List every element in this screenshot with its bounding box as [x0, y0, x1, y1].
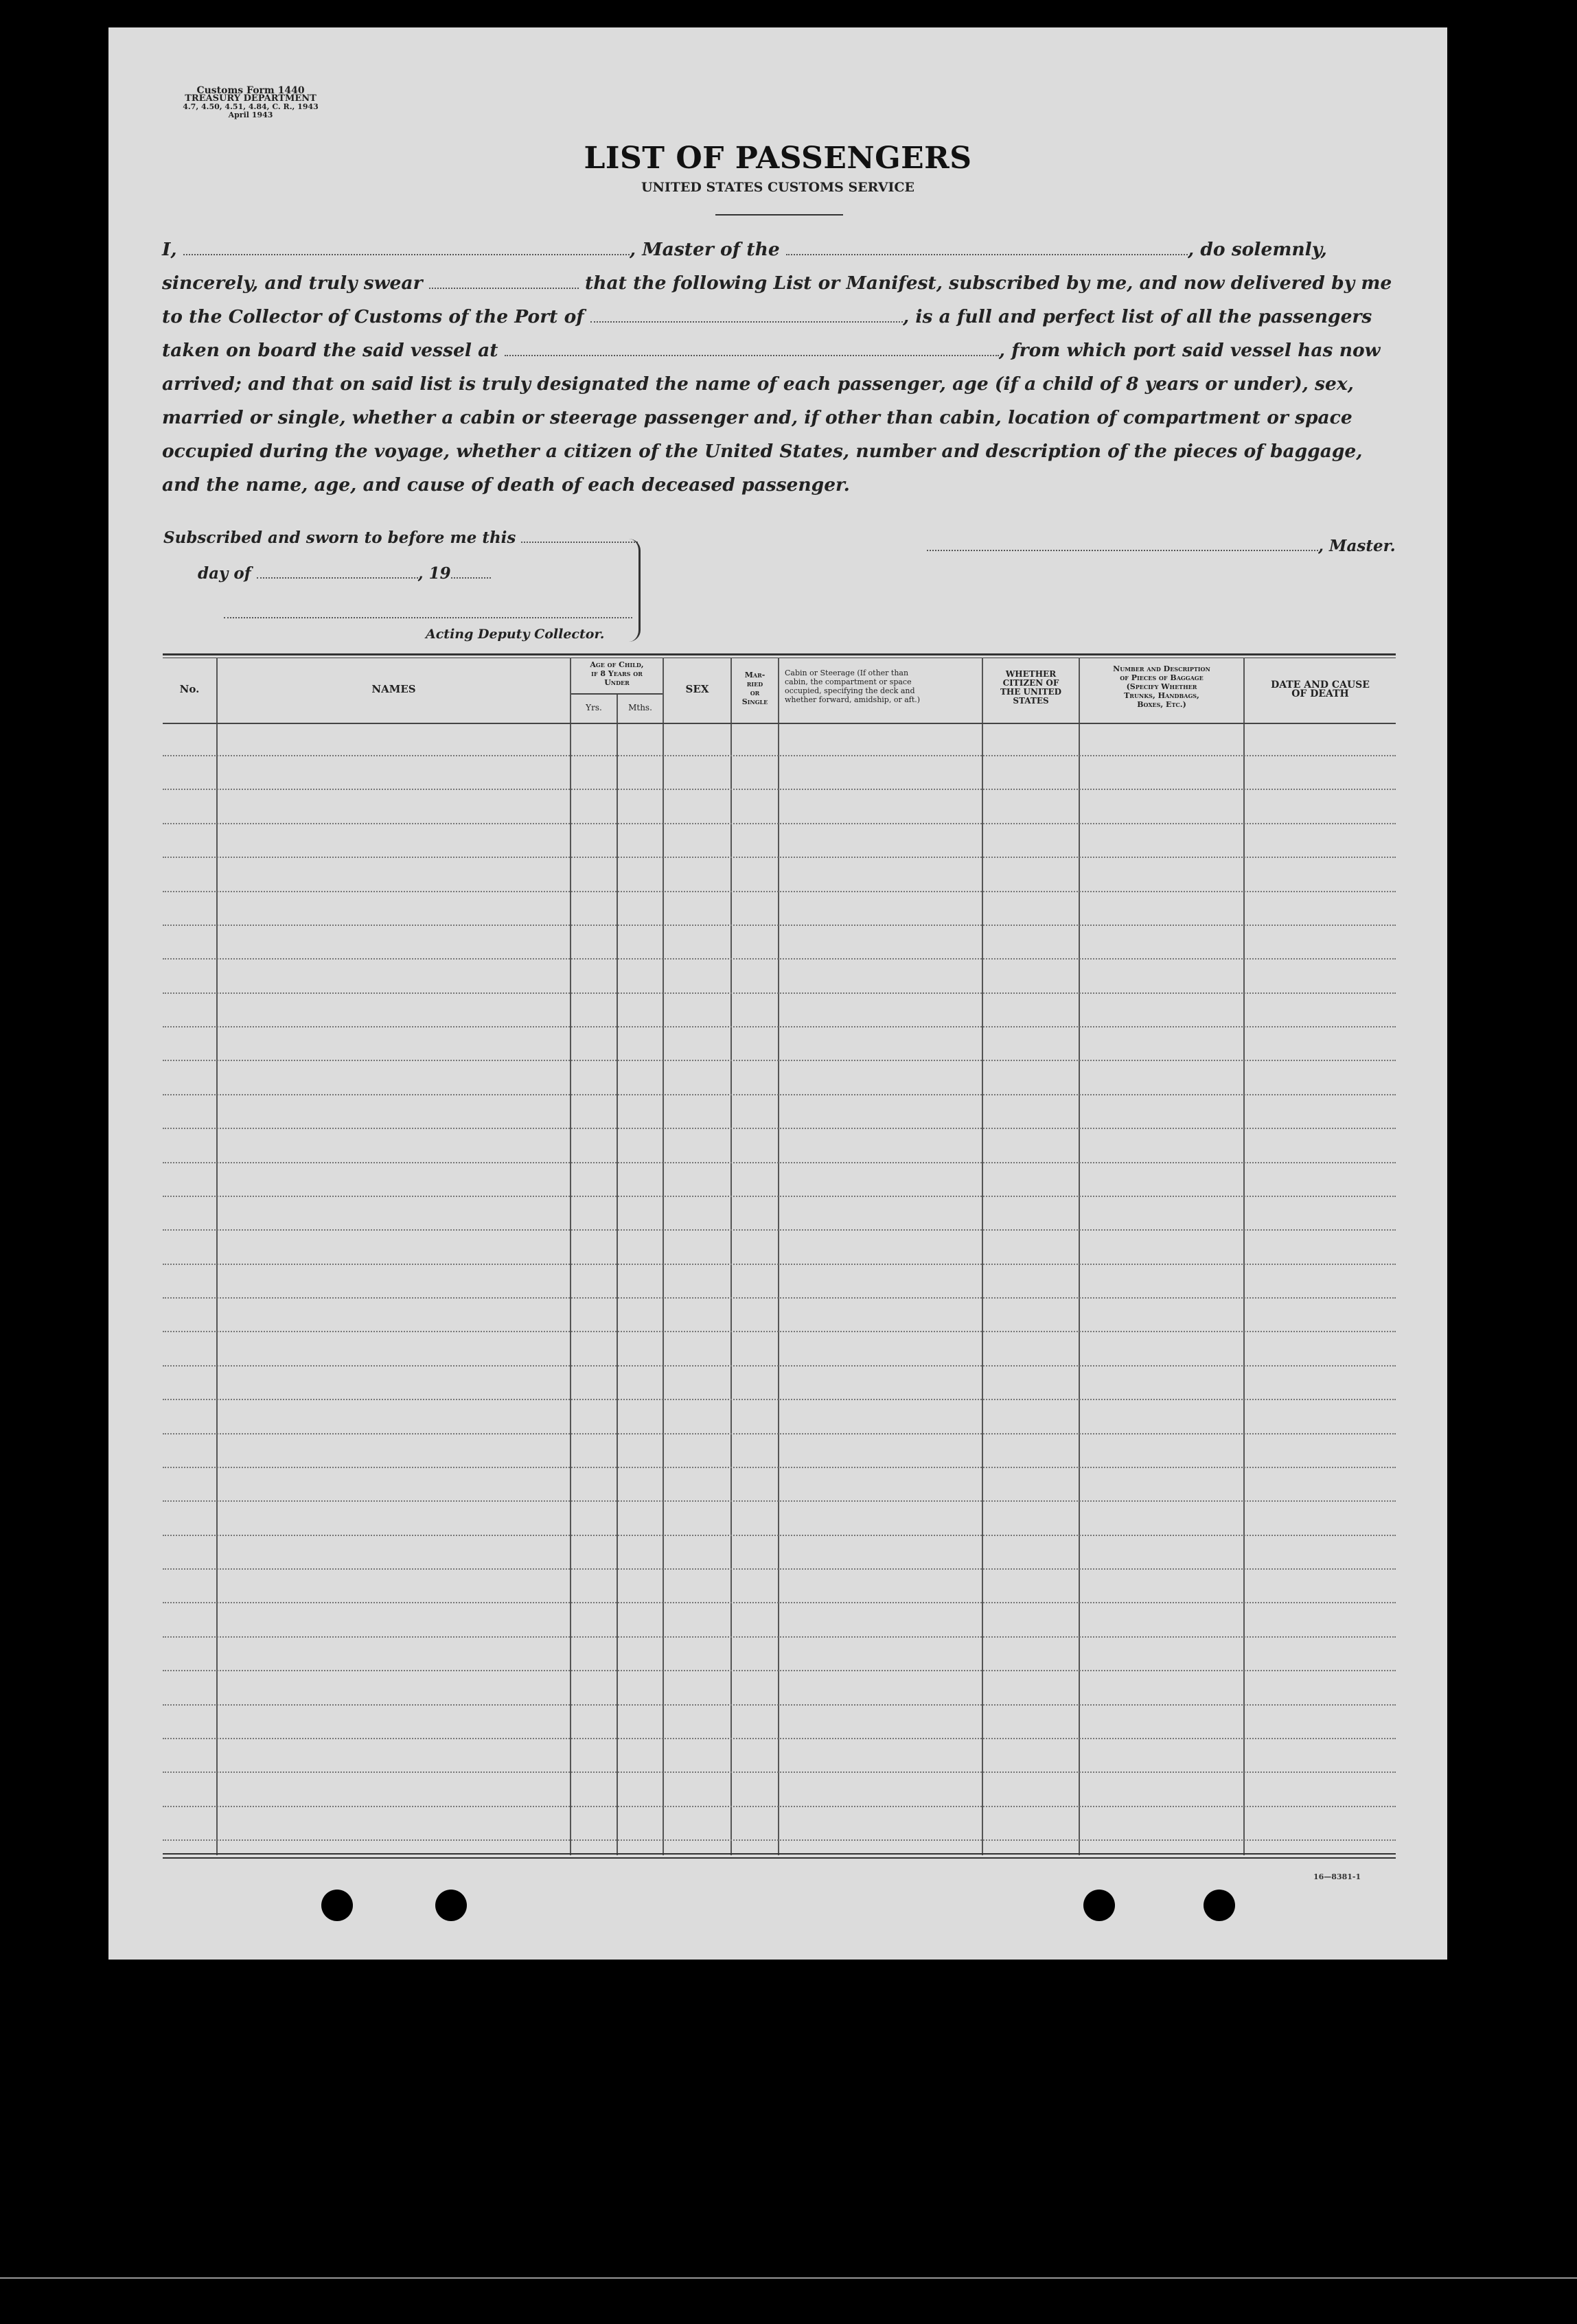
table-row[interactable]: [163, 1602, 1396, 1603]
table-row[interactable]: [163, 1467, 1396, 1468]
table-row[interactable]: [163, 1500, 1396, 1502]
deputy-label: Acting Deputy Collector.: [426, 627, 605, 642]
col-divider: [216, 658, 218, 1855]
col-divider: [778, 658, 779, 1855]
table-row[interactable]: [163, 1738, 1396, 1739]
table-row[interactable]: [163, 1771, 1396, 1773]
table-top-rule: [163, 653, 1396, 655]
oath-text: to the Collector of Customs of the Port of: [162, 306, 584, 327]
col-header-age-line: Under: [604, 678, 630, 687]
master-signature-field[interactable]: [927, 537, 1318, 551]
year-field[interactable]: [451, 565, 491, 579]
col-header-cabin-line: cabin, the compartment or space: [785, 677, 912, 686]
table-row[interactable]: [163, 891, 1396, 892]
table-row[interactable]: [163, 1399, 1396, 1400]
table-row[interactable]: [163, 1806, 1396, 1807]
age-subheader-rule: [571, 693, 663, 695]
table-row[interactable]: [163, 1026, 1396, 1027]
oath-text: , Master of the: [629, 239, 780, 260]
col-header-cabin-line: Cabin or Steerage (If other than: [785, 669, 909, 677]
form-subtitle: UNITED STATES CUSTOMS SERVICE: [641, 180, 915, 195]
master-signature: [927, 537, 1396, 555]
table-header-rule: [163, 723, 1396, 724]
passenger-list-form: [108, 27, 1447, 1960]
col-divider: [570, 658, 571, 1855]
table-bottom-rule: [163, 1853, 1396, 1855]
regulation-refs: 4.7, 4.50, 4.51, 4.84, C. R., 1943: [183, 102, 319, 111]
bracket: [629, 539, 641, 642]
sworn-day-field[interactable]: [521, 529, 638, 543]
table-row[interactable]: [163, 1670, 1396, 1671]
form-number: Customs Form 1440: [196, 85, 305, 96]
punch-hole: [321, 1890, 353, 1921]
col-header-married-line: or: [750, 688, 760, 697]
form-identifier: [158, 86, 343, 119]
oath-text: , do solemnly,: [1187, 239, 1327, 260]
table-row[interactable]: [163, 1229, 1396, 1231]
master-label: , Master.: [1318, 537, 1396, 555]
col-header-age: [571, 660, 663, 687]
col-header-citizen-line: CITIZEN OF: [1002, 678, 1059, 688]
col-header-death: [1245, 681, 1396, 699]
swear-field[interactable]: [429, 275, 579, 289]
col-header-sex: SEX: [685, 683, 709, 695]
col-header-baggage-line: (Specify Whether: [1126, 682, 1197, 691]
col-header-death-line: DATE AND CAUSE: [1271, 679, 1370, 690]
col-header-married: [732, 671, 778, 706]
col-header-names: NAMES: [371, 683, 416, 695]
scan-edge-line: [0, 2277, 1577, 2279]
col-header-yrs: Yrs.: [586, 703, 602, 712]
table-row[interactable]: [163, 1297, 1396, 1299]
oath-text: sincerely, and truly swear: [162, 272, 423, 294]
col-header-citizen-line: STATES: [1013, 696, 1049, 706]
table-row[interactable]: [163, 925, 1396, 926]
month-field[interactable]: [257, 565, 418, 579]
table-row[interactable]: [163, 1636, 1396, 1638]
table-row[interactable]: [163, 1535, 1396, 1536]
title-underline: [715, 214, 843, 216]
col-header-death-line: OF DEATH: [1291, 688, 1349, 699]
table-row[interactable]: [163, 1568, 1396, 1570]
table-row[interactable]: [163, 1365, 1396, 1367]
table-row[interactable]: [163, 1060, 1396, 1061]
table-row[interactable]: [163, 1433, 1396, 1434]
table-row[interactable]: [163, 992, 1396, 994]
col-header-baggage-line: of Pieces of Baggage: [1120, 673, 1204, 682]
oath-text: taken on board the said vessel at: [162, 340, 498, 361]
punch-hole: [1083, 1890, 1115, 1921]
day-of-text: day of: [198, 564, 251, 583]
oath-text: , from which port said vessel has now: [998, 340, 1381, 361]
form-title: LIST OF PASSENGERS: [584, 141, 972, 176]
oath-text: I,: [162, 239, 177, 260]
deputy-signature-field[interactable]: [224, 605, 632, 618]
form-date: April 1943: [228, 111, 273, 119]
col-divider: [1243, 658, 1245, 1855]
punch-hole: [1204, 1890, 1235, 1921]
col-header-age-line: Age of Child,: [590, 660, 644, 669]
print-code: 16—8381-1: [1313, 1872, 1361, 1881]
table-row[interactable]: [163, 755, 1396, 756]
col-divider: [730, 658, 732, 1855]
oath-text: arrived; and that on said list is truly designated the name of each passenger, age (if a child of 8 years or under), sex,: [162, 373, 1354, 395]
table-row[interactable]: [163, 857, 1396, 858]
table-row[interactable]: [163, 1094, 1396, 1095]
oath-text: occupied during the voyage, whether a citizen of the United States, number and description of the pieces of baggage,: [162, 441, 1363, 462]
col-header-baggage: [1080, 664, 1243, 709]
col-header-cabin: [779, 669, 982, 704]
oath-text: and the name, age, and cause of death of each deceased passenger.: [162, 474, 850, 496]
col-header-baggage-line: Boxes, Etc.): [1137, 700, 1186, 709]
col-divider: [982, 658, 983, 1855]
master-name-field[interactable]: [183, 242, 630, 255]
table-row[interactable]: [163, 823, 1396, 824]
table-row[interactable]: [163, 1162, 1396, 1163]
department-name: TREASURY DEPARTMENT: [185, 93, 316, 104]
year-text: , 19: [417, 564, 451, 583]
col-divider: [1079, 658, 1080, 1855]
col-header-cabin-line: occupied, specifying the deck and: [785, 686, 915, 695]
table-row[interactable]: [163, 1128, 1396, 1129]
oath-paragraph: [162, 239, 1398, 508]
col-header-mths: Mths.: [628, 703, 652, 712]
col-header-baggage-line: Trunks, Handbags,: [1124, 691, 1199, 700]
col-header-citizen-line: WHETHER: [1005, 669, 1057, 679]
vessel-name-field[interactable]: [786, 242, 1188, 255]
sworn-line: [163, 528, 638, 547]
table-bottom-rule: [163, 1857, 1396, 1859]
embark-port-field[interactable]: [505, 342, 999, 356]
table-row[interactable]: [163, 1839, 1396, 1841]
table-row[interactable]: [163, 1704, 1396, 1706]
oath-text: , is a full and perfect list of all the passengers: [902, 306, 1372, 327]
col-header-married-line: Single: [741, 697, 768, 706]
col-header-married-line: ried: [746, 679, 763, 688]
col-header-cabin-line: whether forward, amidship, or aft.): [785, 695, 921, 704]
deputy-signature-line: [224, 604, 632, 623]
table-row[interactable]: [163, 1264, 1396, 1265]
table-row[interactable]: [163, 1196, 1396, 1197]
punch-hole: [435, 1890, 467, 1921]
col-divider: [663, 658, 664, 1855]
col-header-married-line: Mar-: [744, 671, 766, 679]
table-row[interactable]: [163, 958, 1396, 960]
col-header-age-line: if 8 Years or: [591, 669, 643, 678]
col-header-citizen-line: THE UNITED: [1000, 687, 1062, 697]
date-line: [198, 564, 491, 583]
col-header-citizen: [983, 670, 1079, 706]
oath-text: that the following List or Manifest, subscribed by me, and now delivered by me: [585, 272, 1392, 294]
col-header-no: No.: [179, 683, 200, 695]
sworn-text: Subscribed and sworn to before me this: [163, 528, 516, 547]
oath-text: married or single, whether a cabin or steerage passenger and, if other than cabin, location of compartment or space: [162, 407, 1352, 428]
table-row[interactable]: [163, 1331, 1396, 1332]
col-header-baggage-line: Number and Description: [1113, 664, 1210, 673]
col-divider: [617, 695, 618, 1855]
port-field[interactable]: [590, 309, 903, 323]
table-row[interactable]: [163, 789, 1396, 790]
